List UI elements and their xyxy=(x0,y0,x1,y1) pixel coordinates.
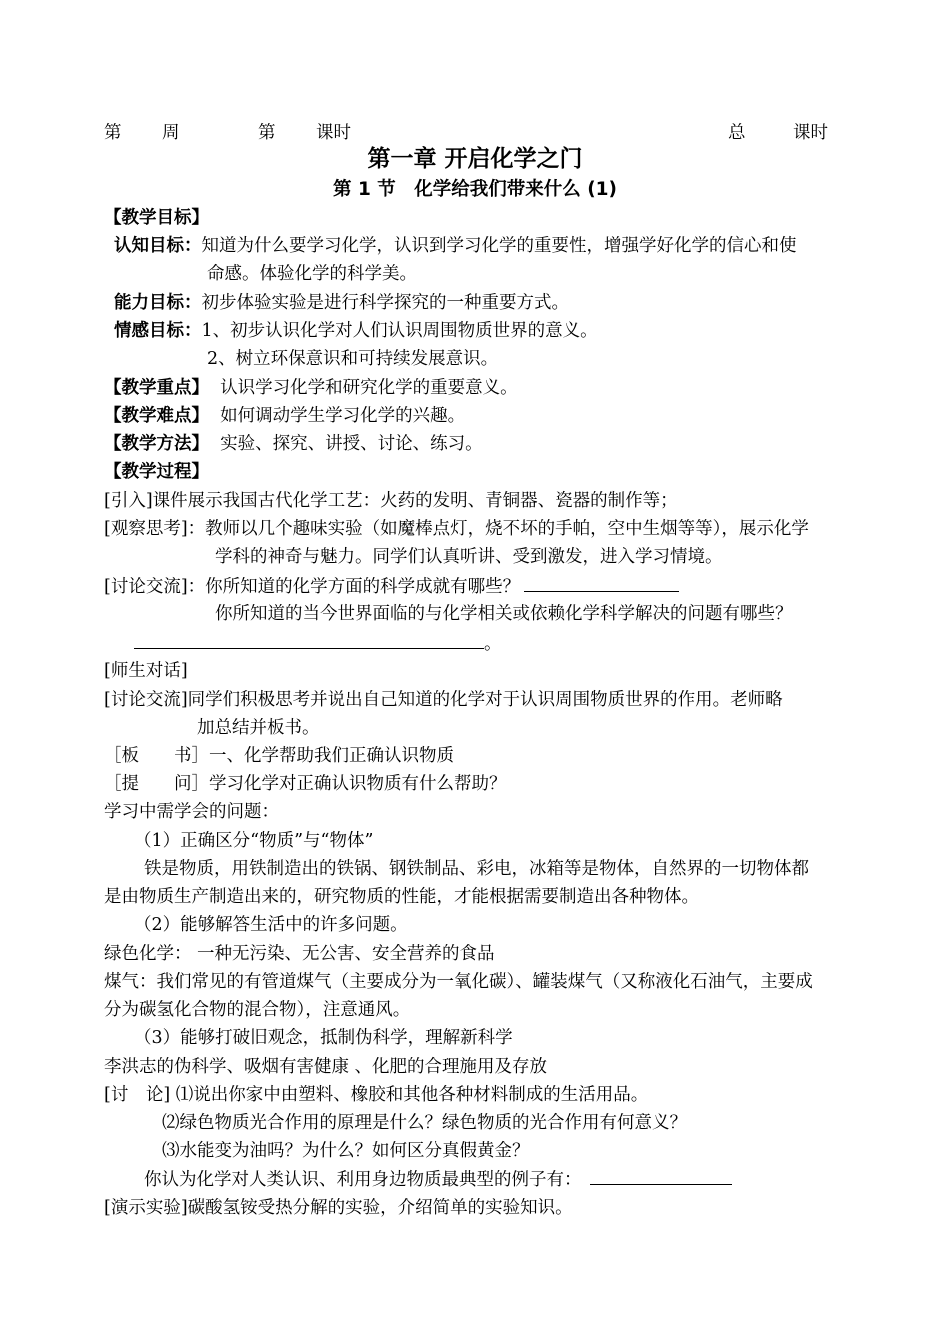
ask-label: ［提 问］ xyxy=(104,774,209,794)
week-label-1: 第 xyxy=(104,123,122,143)
gas-line-1: 煤气：我们常见的有管道煤气（主要成分为一氧化碳）、罐装煤气（又称液化石油气，主要成 xyxy=(104,972,813,992)
discuss-q1-text: 你所知道的化学方面的科学成就有哪些？ xyxy=(205,577,521,597)
discuss-question-2: 你所知道的当今世界面临的与化学相关或依赖化学科学解决的问题有哪些？ xyxy=(215,604,793,624)
cognitive-label: 认知目标： xyxy=(114,236,202,256)
item-3: （3）能够打破旧观念，抵制伪科学，理解新科学 xyxy=(134,1028,513,1048)
talk-line-3: ⑶水能变为油吗？为什么？如何区分真假黄金？ xyxy=(162,1141,530,1161)
demo-line: [演示实验]碳酸氢铵受热分解的实验，介绍简单的实验知识。 xyxy=(104,1198,573,1218)
intro-line: [引入]课件展示我国古代化学工艺：火药的发明、青铜器、瓷器的制作等； xyxy=(104,491,678,511)
example-text: 你认为化学对人类认识、利用身边物质最典型的例子有： xyxy=(144,1170,582,1190)
key-points-text: 认识学习化学和研究化学的重要意义。 xyxy=(220,378,518,398)
lesson-label-2: 课时 xyxy=(316,123,351,143)
emotion-objective xyxy=(114,320,598,342)
talk-label: [讨 论] xyxy=(104,1085,171,1105)
item-2: （2）能够解答生活中的许多问题。 xyxy=(134,915,408,935)
answer-period: 。 xyxy=(484,634,502,654)
pseudo-science: 李洪志的伪科学、吸烟有害健康 、化肥的合理施用及存放 xyxy=(104,1057,548,1077)
board-line xyxy=(104,745,454,767)
cognitive-text: 知道为什么要学习化学，认识到学习化学的重要性，增强学好化学的信心和使 xyxy=(201,236,797,256)
chapter-title: 第一章 开启化学之门 xyxy=(367,146,583,172)
answer-blank-2[interactable] xyxy=(134,632,484,649)
item-1-paragraph-1: 铁是物质，用铁制造出的铁锅、钢铁制品、彩电，冰箱等是物体，自然界的一切物体都 xyxy=(144,859,809,879)
ability-objective xyxy=(114,292,569,314)
methods xyxy=(104,433,483,455)
answer-blank-1[interactable] xyxy=(524,575,679,592)
cognitive-text-cont: 命感。体验化学的科学美。 xyxy=(207,264,417,284)
green-chemistry: 绿色化学： 一种无污染、无公害、安全营养的食品 xyxy=(104,944,495,964)
ability-text: 初步体验实验是进行科学探究的一种重要方式。 xyxy=(201,293,569,313)
lesson-label-1: 第 xyxy=(258,123,276,143)
process-heading: 【教学过程】 xyxy=(104,462,209,482)
talk-text-1: ⑴说出你家中由塑料、橡胶和其他各种材料制成的生活用品。 xyxy=(175,1085,649,1105)
observe-line-2: 学科的神奇与魅力。同学们认真听讲、受到激发，进入学习情境。 xyxy=(215,547,723,567)
discuss2-line-1: [讨论交流]同学们积极思考并说出自己知道的化学对于认识周围物质世界的作用。老师略 xyxy=(104,690,783,710)
ask-line xyxy=(104,773,507,795)
example-line xyxy=(144,1168,732,1191)
gas-line-2: 分为碳氢化合物的混合物），注意通风。 xyxy=(104,1000,411,1020)
total-label-1: 总 xyxy=(728,123,746,143)
discuss-label: [讨论交流]： xyxy=(104,577,206,597)
difficulties-label: 【教学难点】 xyxy=(104,406,209,426)
answer-blank-3[interactable] xyxy=(590,1168,732,1185)
item-1: （1）正确区分“物质”与“物体” xyxy=(134,831,374,851)
talk-line-1 xyxy=(104,1084,648,1106)
emotion-text-1: 1、初步认识化学对人们认识周围物质世界的意义。 xyxy=(201,321,598,341)
talk-line-2: ⑵绿色物质光合作用的原理是什么？绿色物质的光合作用有何意义？ xyxy=(162,1113,687,1133)
ask-text: 学习化学对正确认识物质有什么帮助？ xyxy=(209,774,507,794)
dialogue-line: [师生对话] xyxy=(104,661,188,681)
learn-questions: 学习中需学会的问题： xyxy=(104,802,279,822)
ability-label: 能力目标： xyxy=(114,293,202,313)
cognitive-objective xyxy=(114,235,797,257)
observe-line-1: [观察思考]：教师以几个趣味实验（如魔棒点灯，烧不坏的手帕，空中生烟等等），展示化学 xyxy=(104,519,809,539)
emotion-text-2: 2、树立环保意识和可持续发展意识。 xyxy=(207,349,499,369)
discuss2-line-2: 加总结并板书。 xyxy=(197,718,320,738)
key-points xyxy=(104,377,518,399)
item-1-paragraph-2: 是由物质生产制造出来的，研究物质的性能，才能根据需要制造出各种物体。 xyxy=(104,887,699,907)
board-text: 一、化学帮助我们正确认识物质 xyxy=(209,746,454,766)
discuss-question-1 xyxy=(104,575,679,598)
objectives-heading: 【教学目标】 xyxy=(104,208,209,228)
methods-text: 实验、探究、讲授、讨论、练习。 xyxy=(220,434,483,454)
week-label-2: 周 xyxy=(162,123,180,143)
methods-label: 【教学方法】 xyxy=(104,434,209,454)
emotion-label: 情感目标： xyxy=(114,321,202,341)
board-label: ［板 书］ xyxy=(104,746,209,766)
difficulties-text: 如何调动学生学习化学的兴趣。 xyxy=(220,406,466,426)
answer-line-2 xyxy=(134,632,502,655)
total-label-2: 课时 xyxy=(793,123,828,143)
section-title: 第 1 节 化学给我们带来什么 (1) xyxy=(333,179,617,200)
difficulties xyxy=(104,405,465,427)
key-points-label: 【教学重点】 xyxy=(104,378,209,398)
